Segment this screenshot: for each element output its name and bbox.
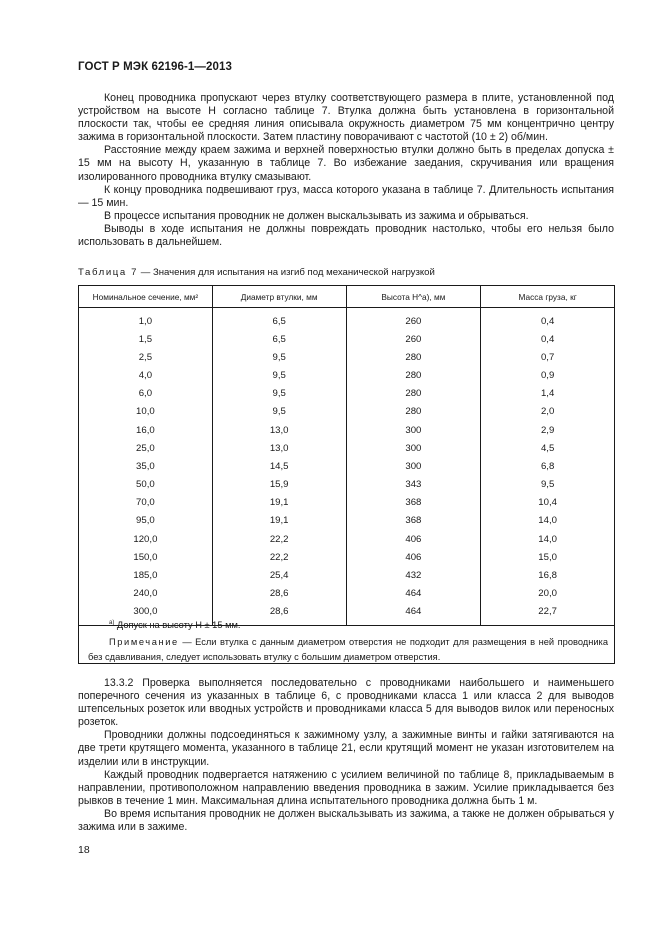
table-cell: 464 xyxy=(346,603,481,626)
table-row xyxy=(79,512,615,530)
note-label: Примечание xyxy=(109,637,179,647)
table-row xyxy=(79,385,615,403)
table-cell: 13,0 xyxy=(212,439,346,457)
table-note xyxy=(88,635,608,665)
table-cell: 300 xyxy=(346,421,481,439)
table-cell: 300 xyxy=(346,439,481,457)
table-cell: 22,2 xyxy=(212,530,346,548)
table-cell: 70,0 xyxy=(79,494,213,512)
table-cell: 10,0 xyxy=(79,403,213,421)
table-row xyxy=(79,530,615,548)
table-cell: 19,1 xyxy=(212,512,346,530)
table-cell: 4,5 xyxy=(481,439,615,457)
table-cell: 260 xyxy=(346,308,481,331)
table-cell: 16,8 xyxy=(481,566,615,584)
table-cell: 368 xyxy=(346,512,481,530)
table-cell: 9,5 xyxy=(212,403,346,421)
footnote-mark: a) xyxy=(109,620,115,626)
table-cell: 280 xyxy=(346,348,481,366)
table-cell: 368 xyxy=(346,494,481,512)
table-cell: 22,7 xyxy=(481,603,615,626)
table-cell: 25,0 xyxy=(79,439,213,457)
table-cell: 1,4 xyxy=(481,385,615,403)
footnote-text: Допуск на высоту H ± 15 мм. xyxy=(114,620,241,631)
table-cell: 0,4 xyxy=(481,330,615,348)
table-cell: 150,0 xyxy=(79,548,213,566)
document-header: ГОСТ Р МЭК 62196-1—2013 xyxy=(78,61,232,73)
table-cell: 16,0 xyxy=(79,421,213,439)
intro-text xyxy=(78,92,614,249)
table-cell: 280 xyxy=(346,385,481,403)
table-cell: 300 xyxy=(346,457,481,475)
table-cell: 120,0 xyxy=(79,530,213,548)
table-row xyxy=(79,585,615,603)
table-cell: 6,8 xyxy=(481,457,615,475)
table-cell: 28,6 xyxy=(212,585,346,603)
table-row xyxy=(79,494,615,512)
table-header-row xyxy=(79,286,615,308)
paragraph: Расстояние между краем зажима и верхней поверхностью втулки должно быть в пределах допуска ± 15 мм на высоту H, указанную в таблице 7. Во избежание заедания, скручивания или вращения изолированного проводника втулку смазывают. xyxy=(78,144,614,183)
table-cell: 280 xyxy=(346,403,481,421)
table-cell: 0,4 xyxy=(481,308,615,331)
table-cell: 406 xyxy=(346,548,481,566)
table-row xyxy=(79,457,615,475)
table-cell: 14,5 xyxy=(212,457,346,475)
table-cell: 15,0 xyxy=(481,548,615,566)
table-cell: 1,0 xyxy=(79,308,213,331)
paragraph: В процессе испытания проводник не должен выскальзывать из зажима и обрываться. xyxy=(104,209,529,222)
paragraph: Выводы в ходе испытания не должны повреждать проводник настолько, чтобы его нельзя было использовать в дальнейшем. xyxy=(78,222,614,249)
table-cell: 2,0 xyxy=(481,403,615,421)
table-cell: 10,4 xyxy=(481,494,615,512)
table-cell: 1,5 xyxy=(79,330,213,348)
table-body xyxy=(79,308,615,626)
table-caption xyxy=(78,267,435,278)
note-text: — Если втулка с данным диаметром отверстия не подходит для размещения в ней проводника без сдавливания, следует использовать втулку с большим диаметром отверстия. xyxy=(88,637,608,662)
table-cell: 9,5 xyxy=(212,385,346,403)
table-cell: 2,5 xyxy=(79,348,213,366)
column-header-height: Высота Н^a), мм xyxy=(346,286,481,308)
table-cell: 464 xyxy=(346,585,481,603)
table-row xyxy=(79,439,615,457)
table-caption-label: Таблица 7 xyxy=(78,267,139,278)
table-cell: 14,0 xyxy=(481,512,615,530)
table-cell: 432 xyxy=(346,566,481,584)
table-cell: 280 xyxy=(346,366,481,384)
table-cell: 6,0 xyxy=(79,385,213,403)
table-cell: 0,7 xyxy=(481,348,615,366)
table-cell: 2,9 xyxy=(481,421,615,439)
table-cell: 300,0 xyxy=(79,603,213,626)
paragraph: Во время испытания проводник не должен выскальзывать из зажима, а также не должен обрываться у зажима или в зажиме. xyxy=(78,807,614,834)
table-cell: 25,4 xyxy=(212,566,346,584)
table-cell: 6,5 xyxy=(212,330,346,348)
table-row xyxy=(79,548,615,566)
table-cell: 240,0 xyxy=(79,585,213,603)
table-cell: 343 xyxy=(346,476,481,494)
table-row xyxy=(79,421,615,439)
table-notes xyxy=(78,614,615,664)
table-cell: 9,5 xyxy=(481,476,615,494)
table-cell: 50,0 xyxy=(79,476,213,494)
column-header-cross-section: Номинальное сечение, мм² xyxy=(79,286,213,308)
table-cell: 4,0 xyxy=(79,366,213,384)
table-cell: 20,0 xyxy=(481,585,615,603)
table-cell: 260 xyxy=(346,330,481,348)
table-cell: 35,0 xyxy=(79,457,213,475)
table-cell: 13,0 xyxy=(212,421,346,439)
table-footnote xyxy=(109,620,240,630)
body-text xyxy=(78,677,614,834)
table-cell: 28,6 xyxy=(212,603,346,626)
table-cell: 19,1 xyxy=(212,494,346,512)
bending-test-table xyxy=(78,285,615,626)
table-cell: 15,9 xyxy=(212,476,346,494)
table-row xyxy=(79,330,615,348)
table-cell: 95,0 xyxy=(79,512,213,530)
table-cell: 406 xyxy=(346,530,481,548)
table-cell: 0,9 xyxy=(481,366,615,384)
table-caption-text: — Значения для испытания на изгиб под механической нагрузкой xyxy=(138,267,435,278)
table-cell: 9,5 xyxy=(212,366,346,384)
table-row xyxy=(79,403,615,421)
table-cell: 22,2 xyxy=(212,548,346,566)
paragraph: Проводники должны подсоединяться к зажимному узлу, а зажимные винты и гайки затягиваются на две трети крутящего момента, указанного в таблице 21, если крутящий момент не указан изготовителем на изделии или в инструкции. xyxy=(78,729,614,768)
table-row xyxy=(79,366,615,384)
paragraph: Конец проводника пропускают через втулку соответствующего размера в плите, установленной под устройством на высоте H согласно таблице 7. Втулка должна быть установлена в горизонтальной плоскости так, чтобы ее средняя линия описывала окружность диаметром 75 мм концентрично центру зажима в горизонтальной плоскости. Затем пластину поворачивают с частотой (10 ± 2) об/мин. xyxy=(78,92,614,144)
paragraph: 13.3.2 Проверка выполняется последовательно с проводниками наибольшего и наименьшего поперечного сечения из указанных в таблице 6, с проводниками класса 1 или класса 2 для выводов штепсельных розеток или вводных устройств и проводниками класса 5 для выводов вилок или переносных розеток. xyxy=(78,677,614,729)
table-row xyxy=(79,566,615,584)
table-row xyxy=(79,476,615,494)
table-row xyxy=(79,348,615,366)
table-row xyxy=(79,308,615,331)
table-cell: 6,5 xyxy=(212,308,346,331)
column-header-mass: Масса груза, кг xyxy=(481,286,615,308)
table-cell: 185,0 xyxy=(79,566,213,584)
table-cell: 9,5 xyxy=(212,348,346,366)
paragraph: Каждый проводник подвергается натяжению с усилием величиной по таблице 8, прикладываемым в направлении, противоположном направлению введения проводника в зажим. Усилие прикладывается без рывков в течение 1 мин. Максимальная длина испытательного проводника должна быть 1 м. xyxy=(78,768,614,807)
page-number: 18 xyxy=(78,844,90,856)
column-header-bushing-diameter: Диаметр втулки, мм xyxy=(212,286,346,308)
paragraph: К концу проводника подвешивают груз, масса которого указана в таблице 7. Длительность испытания — 15 мин. xyxy=(78,183,614,209)
table-cell: 14,0 xyxy=(481,530,615,548)
